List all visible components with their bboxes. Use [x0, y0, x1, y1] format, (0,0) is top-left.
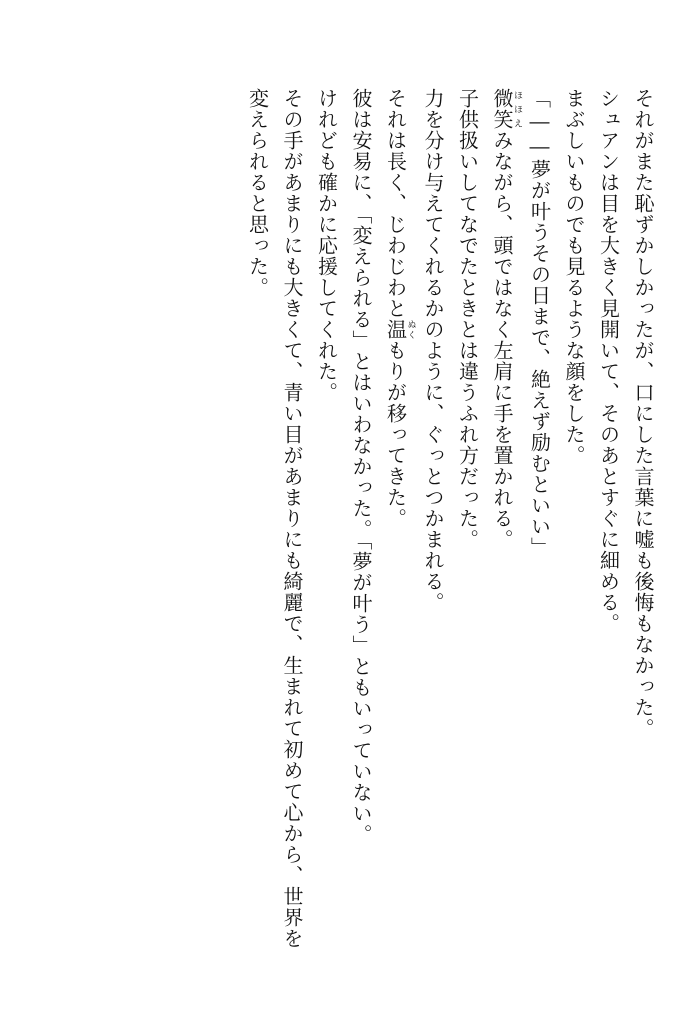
ruby-hohoe [490, 88, 522, 130]
text-line-11: その手があまりにも大きくて、青い目があまりにも綺麗で、生まれて初めて心から、世界を [280, 88, 304, 949]
text-line-7: 力を分け与えてくれるかのように、ぐっとつかまれる。 [421, 88, 445, 613]
text-line-8-before: それは長く、じわじわと [383, 88, 408, 319]
text-line-1: それがまた恥ずかしかったが、口にした言葉に嘘も後悔もなかった。 [631, 88, 655, 739]
text-line-12: 変えられると思った。 [245, 88, 270, 298]
text-line-4: 「――夢が叶うその日まで、絶えず励むといい」 [527, 88, 552, 558]
text-line-9: 彼は安易に、「変えられる」とはいわなかった。「夢が叶う」ともいっていない。 [349, 88, 373, 845]
ruby-base-nuku: 温 [383, 319, 408, 340]
ruby-reading-hohoe: ほほえ [512, 88, 522, 130]
text-line-10: けれども確かに応援してくれた。 [314, 88, 339, 403]
text-line-8-after: もりが移ってきた。 [383, 340, 408, 529]
vertical-text-block [240, 88, 660, 988]
text-line-5-after: みながら、頭ではなく左肩に手を置かれる。 [490, 130, 514, 550]
ruby-nuku [383, 319, 416, 340]
ruby-reading-nuku: ぬく [405, 319, 416, 340]
text-line-5 [485, 88, 523, 988]
text-line-8 [378, 88, 416, 988]
text-line-3: まぶしいものでも見るような顔をした。 [562, 88, 586, 466]
text-line-6: 子供扱いしてなでたときとは違うふれ方だった。 [455, 88, 480, 550]
text-line-2: シュアンは目を大きく見開いて、そのあとすぐに細める。 [596, 88, 621, 634]
ruby-base-hohoe: 微笑 [490, 88, 514, 130]
